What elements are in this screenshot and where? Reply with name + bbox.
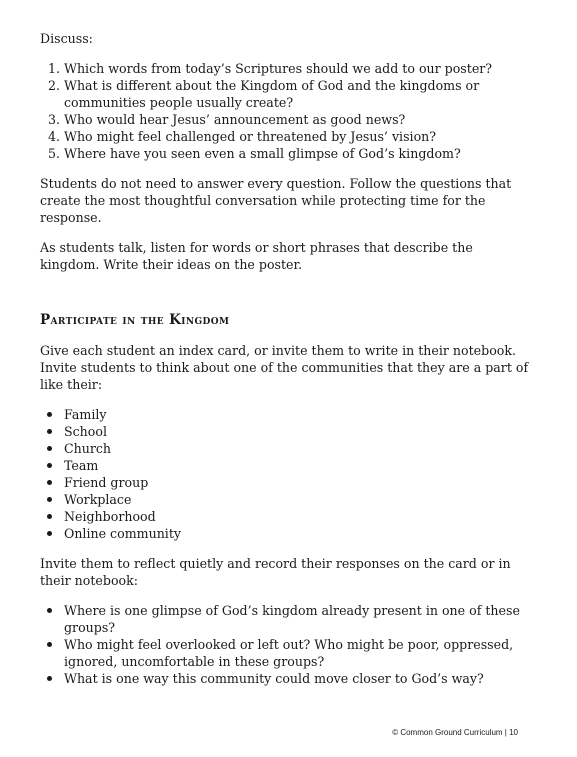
bullet-icon (47, 531, 52, 536)
bullet-icon (47, 429, 52, 434)
bullet-icon (47, 480, 52, 485)
paragraph-questions-note: Students do not need to answer every question. Follow the questions that create the most thoughtful conversation while protecting time for the response. (40, 176, 512, 225)
bullet-icon (47, 463, 52, 468)
list-item: Neighborhood (64, 508, 530, 525)
list-item: School (64, 423, 530, 440)
paragraph-index-card: Give each student an index card, or invite them to write in their notebook. Invite students to think about one of the communities that they are a part of like their: (40, 343, 529, 392)
section-heading: Participate in the Kingdom (40, 312, 230, 328)
list-item: Workplace (64, 491, 530, 508)
list-item: Church (64, 440, 530, 457)
bullet-icon (47, 446, 52, 451)
question-item: 2. What is different about the Kingdom of God and the kingdoms or communities people usually create? (64, 77, 530, 111)
question-item: 4. Who might feel challenged or threatened by Jesus’ vision? (64, 128, 530, 145)
communities-list (40, 406, 530, 542)
question-item: 3. Who would hear Jesus’ announcement as good news? (64, 111, 530, 128)
list-item: Where is one glimpse of God’s kingdom already present in one of these groups? (64, 602, 530, 636)
bullet-icon (47, 642, 52, 647)
bullet-icon (47, 676, 52, 681)
page-footer: © Common Ground Curriculum | 10 (392, 728, 518, 737)
discuss-label: Discuss: (40, 31, 93, 46)
bullet-icon (47, 608, 52, 613)
list-item: Family (64, 406, 530, 423)
discussion-questions (40, 60, 530, 162)
bullet-icon (47, 412, 52, 417)
bullet-icon (47, 514, 52, 519)
list-item: Friend group (64, 474, 530, 491)
question-item: 1. Which words from today’s Scriptures should we add to our poster? (64, 60, 530, 77)
list-item: Team (64, 457, 530, 474)
question-item: 5. Where have you seen even a small glimpse of God’s kingdom? (64, 145, 530, 162)
list-item: Online community (64, 525, 530, 542)
paragraph-listen: As students talk, listen for words or short phrases that describe the kingdom. Write their ideas on the poster. (40, 240, 473, 272)
paragraph-reflect: Invite them to reflect quietly and record their responses on the card or in their notebook: (40, 556, 511, 588)
list-item: Who might feel overlooked or left out? Who might be poor, oppressed, ignored, uncomfortable in these groups? (64, 636, 530, 670)
reflection-list (40, 602, 530, 687)
page-content (40, 30, 530, 687)
list-item: What is one way this community could move closer to God’s way? (64, 670, 530, 687)
bullet-icon (47, 497, 52, 502)
